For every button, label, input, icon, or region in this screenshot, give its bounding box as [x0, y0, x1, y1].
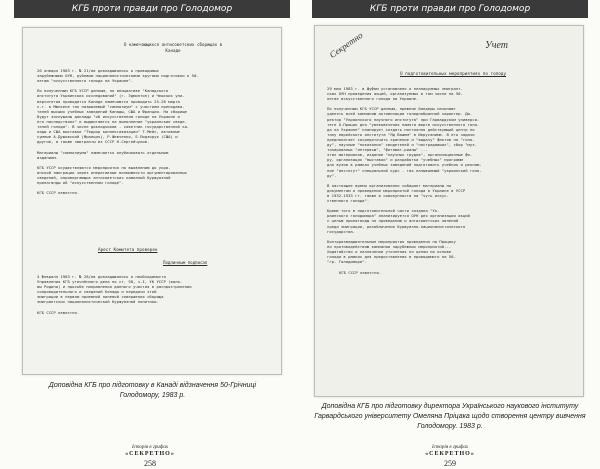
doc-text-line: тете О.Прицак для "увековечения памяти жертв искусственного голо- — [327, 121, 480, 127]
doc-text-line: в 1932-1933 гг. также в совокупности на "чуть искус- — [327, 192, 449, 198]
right-doc-heading: О подготовительных мероприятиях по голоду — [400, 72, 507, 77]
doc-text-line: с.г. в Мюнхене так называемый "симпозиум" с участием преподава- — [37, 103, 185, 109]
doc-text-line: КГБ УССР осуществляются мероприятия по выявлению до укра- — [37, 164, 171, 170]
doc-text-line: государства. — [327, 228, 356, 234]
doc-text-line: эмиграции в первом приемной полевой совершения сборища — [37, 294, 164, 300]
doc-text-line: 29 мая 1983 г. в Шуфом установлено о планируемых эмигрант- — [327, 86, 463, 91]
left-footer-series: Історія в грифах — [131, 445, 169, 450]
left-doc-signature-title: Арест Комитета проверен — [98, 248, 158, 253]
right-footer — [300, 441, 600, 469]
doc-text-line: раинского голодомора" анализируется ОУН для организации акций — [327, 213, 470, 219]
doc-text-line: 20 января 1983 г. № 21/ов докладывалось о проводимых — [37, 68, 159, 73]
doc-text-line: ректор "Украинского научного института" при Гарвардском универси- — [327, 116, 480, 122]
doc-text-line: ских ОУН проведения акций, организуемых в том числе на 50- — [327, 91, 463, 97]
doc-text-line: эмигрантских националистической буржуазной политики. — [37, 299, 159, 305]
right-footer-stamp: «СЕКРЕТНО» — [425, 451, 475, 457]
doc-text-line: инской эмиграции через оперативные возможности аргументированных — [37, 169, 187, 175]
right-caption: Доповідна КГБ про підготовку директора Українського наукового інституту Гарвардського університету Омеляна Пріцака щодо створення центру вивчення Голодомору. 1983 р. — [314, 403, 586, 430]
doc-text-line: среди эмиграции, разоблачение буржуазно-националистического — [327, 223, 466, 229]
right-doc-handwritten-mark: Секретно — [327, 29, 365, 61]
right-page-number: 259 — [444, 459, 456, 468]
doc-text-line: для вузов в рамках учебных заведений подготовить учебник и реклам- — [327, 162, 482, 168]
doc-text-line: Управления КГБ уточнённого дела по ст. 58, ч.I, УК УССР (вало- — [37, 279, 183, 285]
doc-text-line: телей высших учебных заведений Канады, США и Франции. На сборище — [37, 108, 187, 114]
right-document-scan — [314, 25, 584, 397]
doc-text-line: с целью пропаганды по проведению и антисоветских явлений — [327, 218, 459, 224]
doc-text-line: В настоящее время организованно собирает материалы по — [327, 182, 452, 188]
doc-text-line: Контрразведывательные мероприятия проведения по Прицаку — [327, 238, 456, 244]
right-doc-body — [327, 86, 482, 264]
doc-text-line: телей голода". В числе докладчиков - советник государственной ка- — [37, 124, 190, 130]
right-doc-handwritten-corner: Учет — [485, 40, 509, 51]
doc-text-line: ду". — [327, 172, 337, 178]
left-page-number: 258 — [144, 459, 156, 468]
doc-text-line: летию "искусственного голода на Украине". — [37, 78, 134, 84]
doc-text-line: да на Украине" планирует создать постоянно действующий центр по — [327, 126, 475, 132]
doc-text-line: КГБ СССР известно. — [37, 309, 80, 315]
doc-text-line: института Украинских исследований" (г. Эдмонтон) и Чешских уни- — [37, 93, 185, 99]
left-footer-stamp: «СЕКРЕТНО» — [125, 451, 175, 457]
doc-text-line: документам о проведении мероприятий голода в Украине в УССР — [327, 187, 466, 193]
left-doc-body-2 — [37, 274, 192, 315]
left-doc-signature-sub: Подлинным подписал — [163, 260, 208, 265]
doc-text-line: Ходатайство о назначении уточнения по целям на основе — [327, 249, 452, 254]
doc-text-line: По полученным КГБ УССР данным, по инициативе "Канадского — [37, 88, 169, 94]
doc-text-line: тизированых "интервью", "фотомат-риалы" ... — [327, 147, 428, 153]
left-doc-heading: О намечающихся антисоветских сборищах в Канаде — [123, 42, 223, 53]
doc-text-line: уделять всей кампанию активизации голоднобранной характер. Ди- — [327, 111, 473, 117]
doc-text-line: летие искусственного голода на Украине. — [327, 96, 419, 102]
right-page-header: КГБ проти правди про Голодомор — [312, 0, 588, 18]
doc-text-line: верситетов проводится Канаде намечаются проводить 25-26 марта — [37, 98, 180, 104]
doc-text-line: КГБ СССР известно. — [37, 190, 80, 196]
left-doc-body — [37, 68, 199, 195]
doc-text-line: его последствиях" и выдвигаются на выполнение "украинские сведе- — [37, 118, 187, 124]
doc-text-line: типу еврейского института "Яд Вашем" в Иерусалиме. В его задачи — [327, 131, 475, 137]
doc-text-line: По полученным КГБ УССР данным, прежние бандеры начинают — [327, 106, 456, 112]
doc-text-line: предполагает сосредоточить хранение и "выдачу" фактов по "голо- — [327, 136, 475, 142]
doc-text-line: этих материалов, издание "научных трудов", организационные фо- — [327, 152, 473, 158]
doc-text-line: другие, а также эмигранты из СССР Н.Сергейчуков. — [37, 139, 150, 145]
doc-text-line: ственного голода". — [327, 198, 370, 204]
right-page — [300, 0, 600, 469]
left-footer — [0, 441, 300, 469]
doc-text-line: ное "институт" специальной курс - так называемый "украинский голо- — [327, 167, 482, 173]
doc-text-line: "гр. Голодомора". — [327, 259, 367, 265]
doc-text-line: по противодействию кампании зарубежных мероприятий... — [327, 243, 452, 249]
doc-text-line: изданием. — [37, 154, 59, 160]
doc-text-line: нады и США выставки "Террор коллективизации" Т.Мейс, активные — [37, 129, 180, 135]
doc-text-line: Материалы "симпозиума" намечается опубликовать отдельным — [37, 149, 169, 155]
left-page-header: КГБ проти правди про Голодомор — [14, 0, 290, 18]
doc-text-line: сопроводительного и сведений Канады и передачи этой — [37, 289, 157, 295]
doc-text-line: сведений, опровергающих антисоветских кампаний буржуазной — [37, 174, 171, 180]
doc-text-line: сумные А.Душовский (Франция), Р.Шевченко, Е.Подзорук (США) и — [37, 134, 178, 140]
doc-text-line: пропаганды об "искусственном голоде". — [37, 180, 124, 186]
right-footer-series: Історія в грифах — [431, 445, 469, 450]
doc-text-line: голода в рамках для предоставления в проводимого на 50- — [327, 254, 456, 260]
doc-text-line: вы Родина) и просьбе направления данного участия в распространении — [37, 284, 192, 290]
doc-text-line: ру, организация "выставок" и разработка "учебных" программ — [327, 157, 463, 163]
doc-text-line: будут заслушаны доклады "об искусственном голоде на Украине и — [37, 113, 180, 119]
left-caption: Доповідна КГБ про підготовку в Канаді відзначення 50-Грічниці Голодомору, 1983 р. — [48, 382, 257, 399]
doc-text-line: ду", научные "показания" свидетелей и "пострадавших", сбор "муз- — [327, 142, 477, 148]
left-document-scan — [22, 27, 282, 375]
doc-text-line: Кроме того в подготовительной части создана "Ук- — [327, 208, 440, 214]
doc-text-line: 4 февраля 1983 г. № 28/ов докладывалось о необходимости — [37, 274, 166, 279]
doc-text-line: зарубежными ОУН, рубежом националистическими кругами подготовки к 50- — [37, 73, 199, 79]
right-doc-footnote: КГБ СССР известно. — [339, 270, 382, 275]
